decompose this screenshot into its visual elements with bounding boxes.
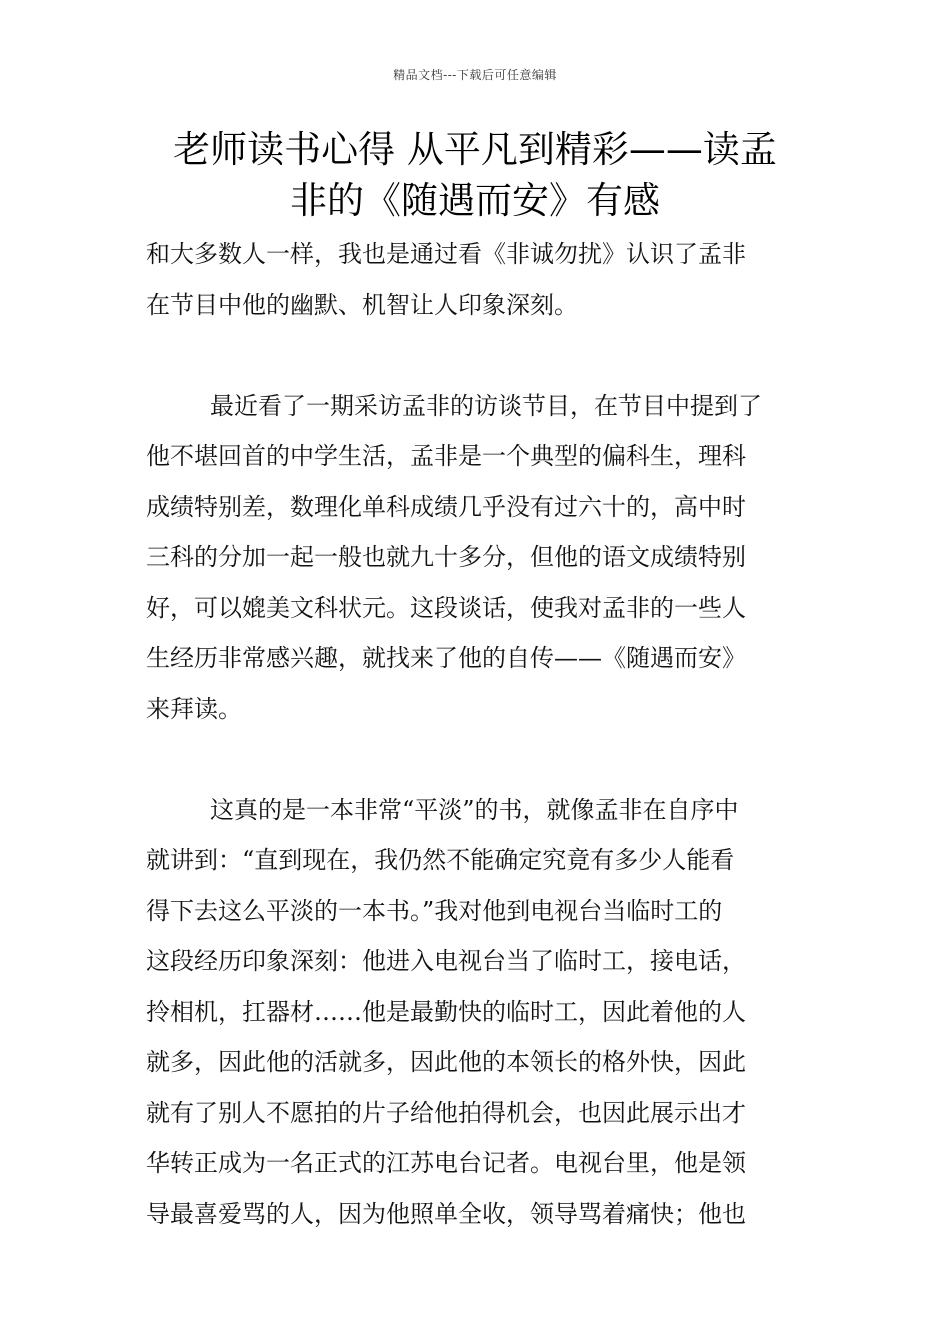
paragraph-2-line: 最近看了一期采访孟非的访谈节目，在节目中提到了 bbox=[210, 391, 762, 420]
paragraph-2-line: 好，可以媲美文科状元。这段谈话，使我对孟非的一些人 bbox=[146, 593, 746, 622]
paragraph-gap bbox=[146, 734, 810, 785]
paragraph-3-line: 就讲到：“直到现在，我仍然不能确定究竟有多少人能看 bbox=[146, 846, 735, 874]
paragraph-1-line: 和大多数人一样，我也是通过看《非诚勿扰》认识了孟非 bbox=[146, 240, 746, 268]
title-line: 老师读书心得 从平凡到精彩——读孟 bbox=[173, 128, 777, 171]
paragraph-2-line: 生经历非常感兴趣，就找来了他的自传——《随遇而安》 bbox=[146, 644, 746, 672]
paragraph-3-line: 得下去这么平淡的一本书。”我对他到电视台当临时工的 bbox=[146, 896, 723, 925]
paragraph-3-line: 就多，因此他的活就多，因此他的本领长的格外快，因此 bbox=[146, 1048, 746, 1076]
paragraph-1-line: 在节目中他的幽默、机智让人印象深刻。 bbox=[146, 290, 578, 319]
document-title bbox=[130, 124, 820, 226]
paragraph-3-line: 就有了别人不愿拍的片子给他拍得机会，也因此展示出才 bbox=[146, 1098, 746, 1127]
paragraph-3-line: 拎相机，扛器材……他是最勤快的临时工，因此着他的人 bbox=[146, 997, 746, 1026]
title-line: 非的《随遇而安》有感 bbox=[290, 179, 660, 222]
paragraph-3-line: 这真的是一本非常“平淡”的书，就像孟非在自序中 bbox=[210, 795, 739, 824]
paragraph-gap bbox=[146, 330, 810, 381]
paragraph-3-line: 华转正成为一名正式的江苏电台记者。电视台里，他是领 bbox=[146, 1149, 746, 1177]
document-body bbox=[146, 229, 810, 1239]
paragraph-2-line: 来拜读。 bbox=[146, 694, 242, 723]
paragraph-3-line: 导最喜爱骂的人，因为他照单全收，领导骂着痛快；他也 bbox=[146, 1199, 746, 1228]
paragraph-3-line: 这段经历印象深刻：他进入电视台当了临时工，接电话， bbox=[146, 947, 746, 975]
header-note: 精品文档---下载后可任意编辑 bbox=[393, 68, 557, 82]
paragraph-2-line: 他不堪回首的中学生活，孟非是一个典型的偏科生，理科 bbox=[146, 442, 746, 470]
paragraph-2-line: 成绩特别差，数理化单科成绩几乎没有过六十的，高中时 bbox=[146, 492, 746, 521]
paragraph-2-line: 三科的分加一起一般也就九十多分，但他的语文成绩特别 bbox=[146, 543, 746, 571]
